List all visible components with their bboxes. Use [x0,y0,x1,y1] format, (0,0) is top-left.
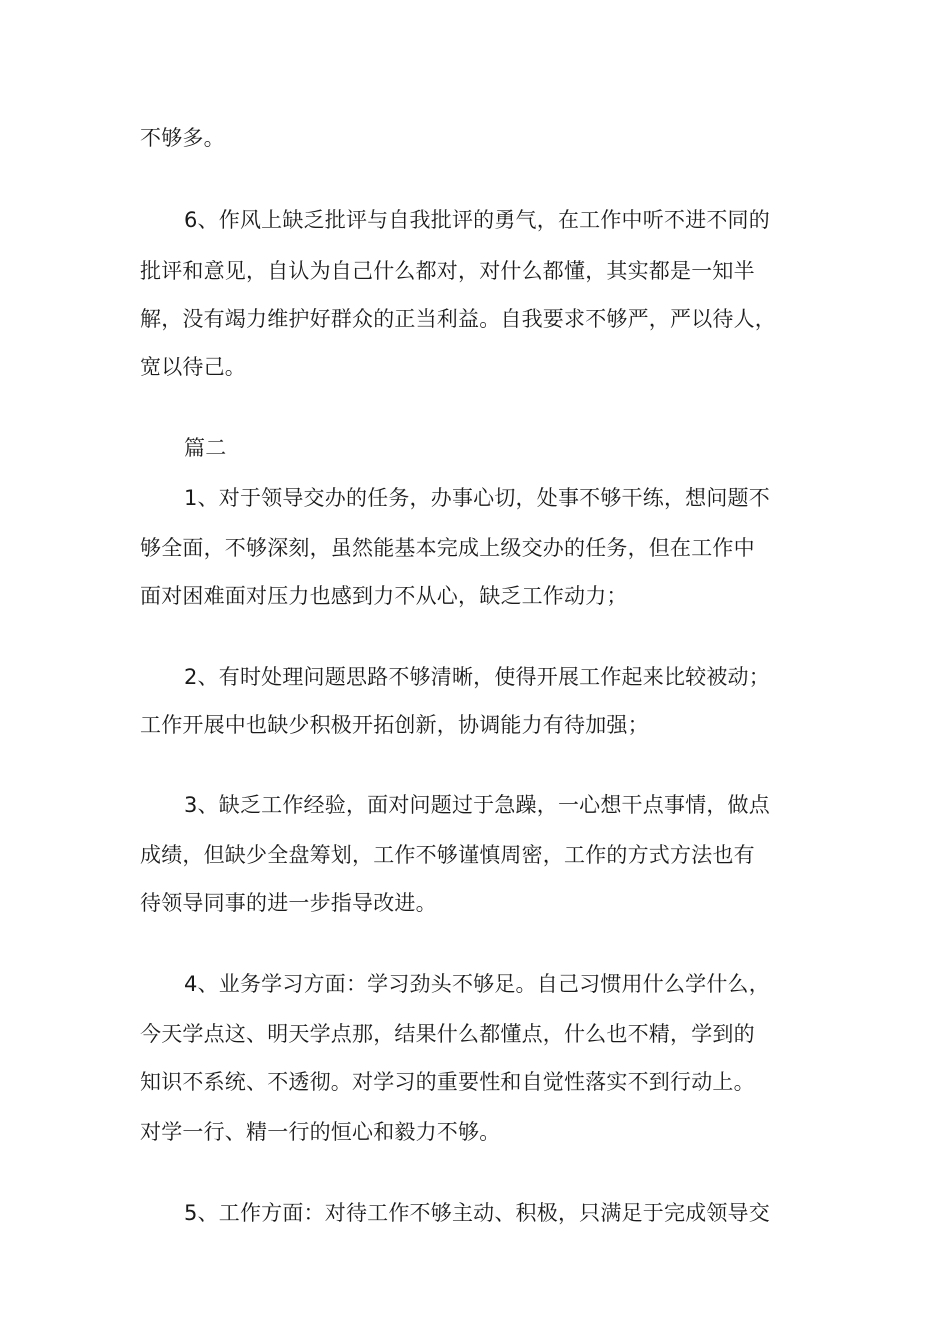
paragraph-4-line-4: 对学一行、精一行的恒心和毅力不够。 [140,1120,501,1144]
section-heading: 篇二 [184,436,227,460]
paragraph-6-line-3: 解，没有竭力维护好群众的正当利益。自我要求不够严，严以待人， [140,307,776,331]
paragraph-6-line-1: 6、作风上缺乏批评与自我批评的勇气，在工作中听不进不同的 [184,208,770,232]
paragraph-4-line-1: 4、业务学习方面：学习劲头不够足。自己习惯用什么学什么， [184,972,770,996]
paragraph-6-line-2: 批评和意见，自认为自己什么都对，对什么都懂，其实都是一知半 [140,259,755,283]
paragraph-5-line-1: 5、工作方面：对待工作不够主动、积极，只满足于完成领导交 [184,1201,770,1225]
paragraph-1-line-3: 面对困难面对压力也感到力不从心，缺乏工作动力； [140,584,628,608]
paragraph-3-line-3: 待领导同事的进一步指导改进。 [140,891,437,915]
paragraph-1-line-2: 够全面，不够深刻，虽然能基本完成上级交办的任务，但在工作中 [140,536,755,560]
text-line: 不够多。 [140,126,225,150]
paragraph-3-line-2: 成绩，但缺少全盘筹划，工作不够谨慎周密，工作的方式方法也有 [140,843,755,867]
paragraph-4-line-2: 今天学点这、明天学点那，结果什么都懂点，什么也不精，学到的 [140,1022,755,1046]
paragraph-6-line-4: 宽以待己。 [140,355,246,379]
paragraph-1-line-1: 1、对于领导交办的任务，办事心切，处事不够干练，想问题不 [184,486,770,510]
paragraph-2-line-2: 工作开展中也缺少积极开拓创新，协调能力有待加强； [140,713,649,737]
paragraph-4-line-3: 知识不系统、不透彻。对学习的重要性和自觉性落实不到行动上。 [140,1070,755,1094]
paragraph-3-line-1: 3、缺乏工作经验，面对问题过于急躁，一心想干点事情，做点 [184,793,770,817]
paragraph-2-line-1: 2、有时处理问题思路不够清晰，使得开展工作起来比较被动； [184,665,770,689]
